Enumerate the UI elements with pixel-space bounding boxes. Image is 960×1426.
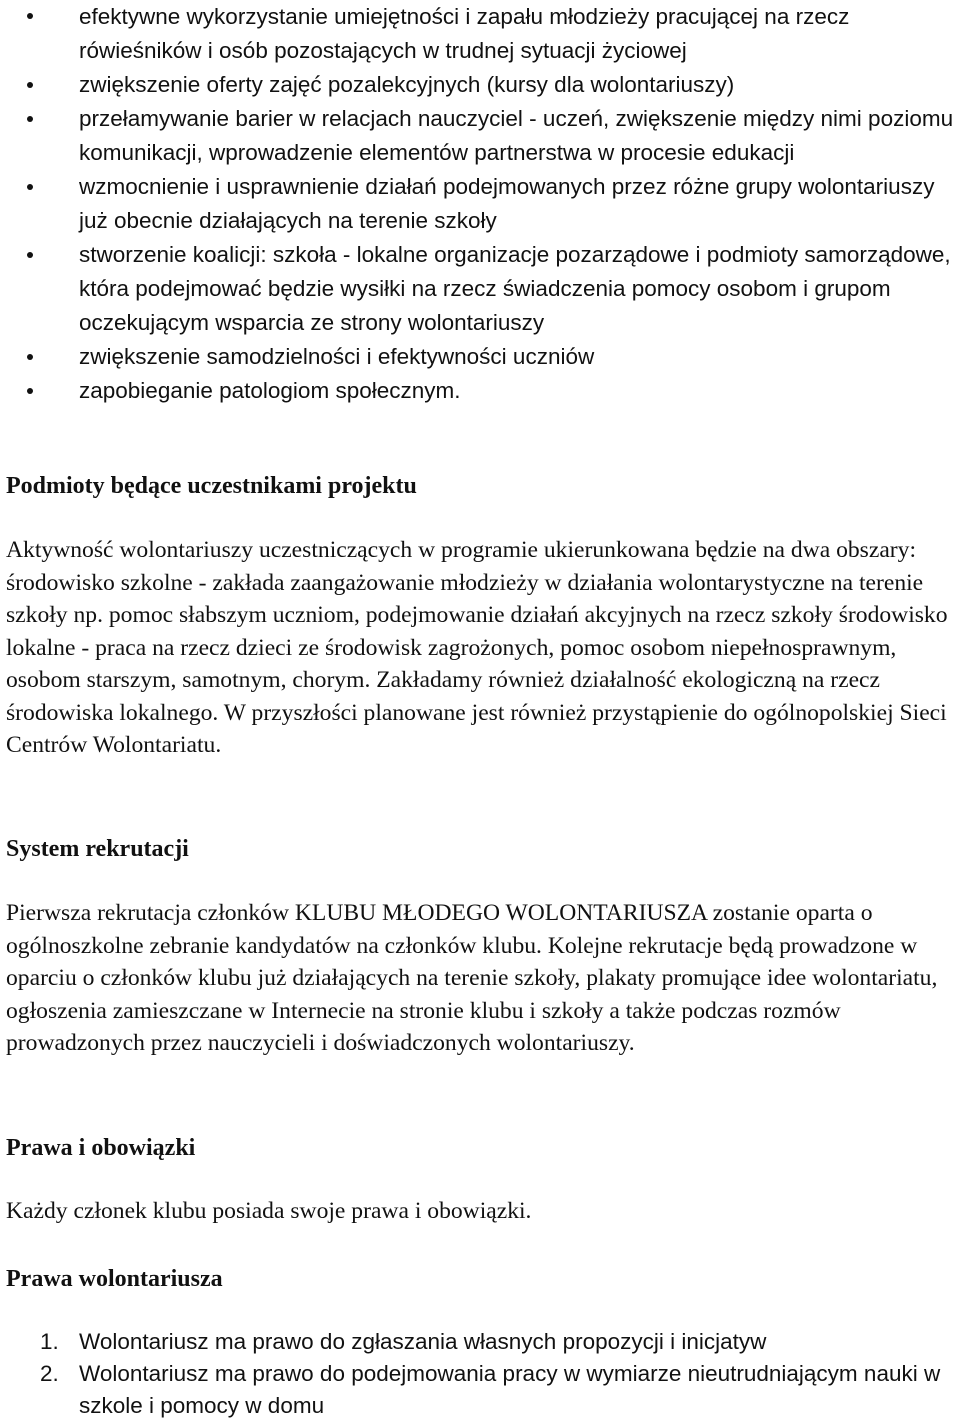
bullet-dot-icon: [27, 388, 33, 394]
bullet-item: [0, 340, 960, 374]
numbered-item: [0, 1358, 960, 1422]
bullet-dot-icon: [27, 116, 33, 122]
section-text-rights-duties: Każdy członek klubu posiada swoje prawa i obowiązki.: [6, 1198, 532, 1224]
bullet-item: [0, 170, 960, 238]
bullet-item: [0, 102, 960, 170]
bullet-text: stworzenie koalicji: szkoła - lokalne organizacje pozarządowe i podmioty samorządowe, która podejmować będzie wysiłki na rzecz świadczenia pomocy osobom i grupom oczekującym wsparcia ze strony wolontariuszy: [79, 242, 951, 335]
section-heading-volunteer-rights: Prawa wolontariusza: [6, 1266, 223, 1292]
bullet-dot-icon: [27, 13, 33, 19]
numbered-item: [0, 1326, 960, 1358]
item-text: Wolontariusz ma prawo do podejmowania pracy w wymiarze nieutrudniającym nauki w szkole i pomocy w domu: [79, 1361, 941, 1418]
bullet-item: [0, 374, 960, 408]
bullet-text: zwiększenie oferty zajęć pozalekcyjnych (kursy dla wolontariuszy): [79, 72, 735, 97]
volunteer-rights-list: [0, 1326, 960, 1422]
item-text: Wolontariusz ma prawo do zgłaszania własnych propozycji i inicjatyw: [79, 1329, 767, 1354]
bullet-dot-icon: [27, 82, 33, 88]
bullet-item: [0, 68, 960, 102]
bullet-dot-icon: [27, 354, 33, 360]
bullet-dot-icon: [27, 184, 33, 190]
section-heading-recruitment: System rekrutacji: [6, 836, 189, 862]
bullet-text: efektywne wykorzystanie umiejętności i zapału młodzieży pracującej na rzecz rówieśników i osób pozostających w trudnej sytuacji życiowej: [79, 4, 850, 63]
bullet-text: wzmocnienie i usprawnienie działań podejmowanych przez różne grupy wolontariuszy już obecnie działających na terenie szkoły: [79, 174, 935, 233]
goals-bullet-list: [0, 0, 960, 408]
bullet-text: zapobieganie patologiom społecznym.: [79, 378, 461, 403]
item-number: 2.: [40, 1361, 59, 1386]
bullet-item: [0, 0, 960, 68]
bullet-text: zwiększenie samodzielności i efektywności uczniów: [79, 344, 595, 369]
section-heading-participants: Podmioty będące uczestnikami projektu: [6, 473, 417, 499]
item-number: 1.: [40, 1329, 59, 1354]
section-heading-rights-duties: Prawa i obowiązki: [6, 1135, 196, 1161]
bullet-dot-icon: [27, 252, 33, 258]
bullet-text: przełamywanie barier w relacjach nauczyciel - uczeń, zwiększenie między nimi poziomu komunikacji, wprowadzenie elementów partnerstwa w procesie edukacji: [79, 106, 954, 165]
section-text-recruitment: Pierwsza rekrutacja członków KLUBU MŁODEGO WOLONTARIUSZA zostanie oparta o ogólnoszkolne zebranie kandydatów na członków klubu. Kolejne rekrutacje będą prowadzone w oparciu o członków klubu już działających na terenie szkoły, plakaty promujące idee wolontariatu, ogłoszenia zamieszczane w Internecie na stronie klubu i szkoły a także podczas rozmów prowadzonych przez nauczycieli i doświadczonych wolontariuszy.: [6, 900, 938, 1056]
section-text-participants: Aktywność wolontariuszy uczestniczących w programie ukierunkowana będzie na dwa obszary: środowisko szkolne - zakłada zaangażowanie młodzieży w działania wolontarystyczne na terenie szkoły np. pomoc słabszym uczniom, podejmowanie działań akcyjnych na rzecz szkoły środowisko lokalne - praca na rzecz dzieci ze środowisk zagrożonych, pomoc osobom niepełnosprawnym, osobom starszym, samotnym, chorym. Zakładamy również działalność ekologiczną na rzecz środowiska lokalnego. W przyszłości planowane jest również przystąpienie do ogólnopolskiej Sieci Centrów Wolontariatu.: [6, 537, 948, 758]
bullet-item: [0, 238, 960, 340]
